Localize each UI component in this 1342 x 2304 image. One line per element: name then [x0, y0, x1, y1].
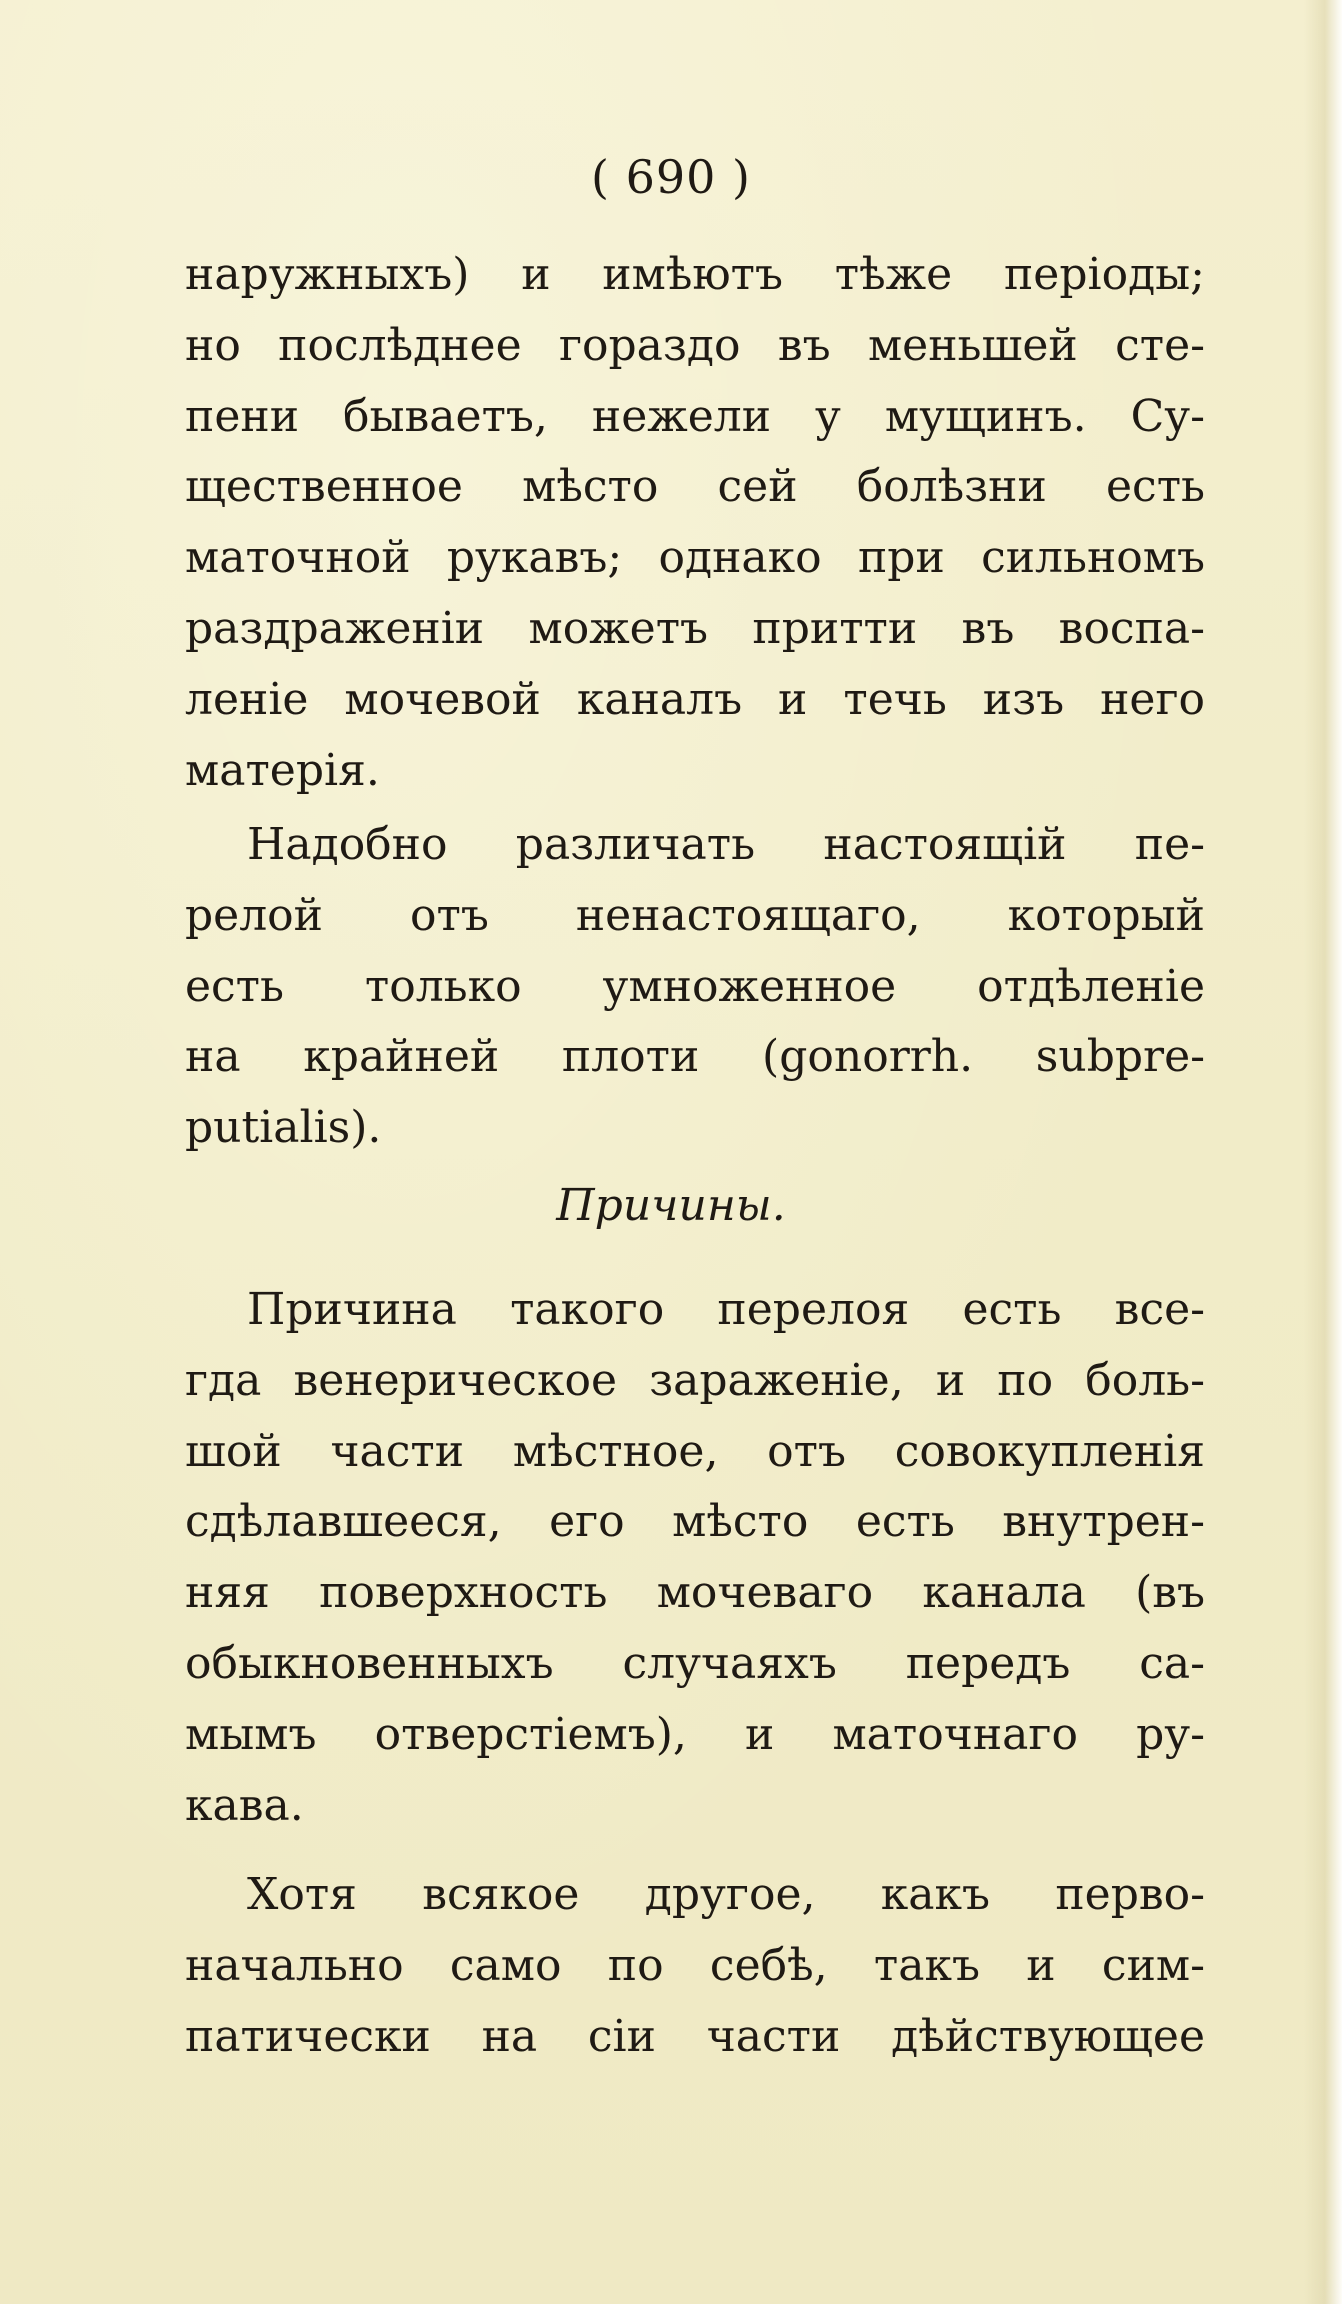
text-line: матерiя.	[185, 744, 380, 796]
text-line: обыкновенныхъ случаяхъ передъ са-	[185, 1637, 1205, 1689]
text-line: раздраженiи можетъ притти въ воспа-	[185, 602, 1205, 654]
text-line: гда венерическое зараженiе, и по боль-	[185, 1354, 1205, 1406]
text-line: патически на сiи части дѣйствующее	[185, 2010, 1205, 2062]
text-line: щественное мѣсто сей болѣзни есть	[185, 461, 1205, 513]
text-line: маточной рукавъ; однако при сильномъ	[185, 532, 1205, 584]
text-line: пени бываетъ, нежели у мущинъ. Су-	[185, 390, 1205, 442]
text-line: кава.	[185, 1779, 304, 1831]
page-number: ( 690 )	[591, 150, 751, 204]
paragraph-although	[185, 1860, 1205, 2072]
section-heading: Причины.	[556, 1180, 786, 1231]
text-line: начально само по себѣ, такъ и сим-	[185, 1939, 1205, 1991]
text-line: но послѣднее гораздо въ меньшей сте-	[185, 319, 1205, 371]
text-line: putialis).	[185, 1102, 382, 1154]
paragraph-continuation	[185, 240, 1205, 806]
text-line: ленiе мочевой каналъ и течь изъ него	[185, 673, 1205, 725]
text-line: на крайней плоти (gonorrh. subpre-	[185, 1031, 1205, 1083]
text-line: наружныхъ) и имѣютъ тѣже перiоды;	[185, 249, 1205, 300]
text-line: есть только умноженное отдѣленiе	[185, 960, 1205, 1012]
page-edge-shadow	[1304, 0, 1342, 2304]
text-line: Причина такого перелоя есть все-	[247, 1284, 1205, 1335]
text-line: Надобно различать настоящiй пе-	[247, 819, 1205, 870]
text-line: Хотя всякое другое, какъ перво-	[247, 1869, 1205, 1920]
text-line: мымъ отверстiемъ), и маточнаго ру-	[185, 1708, 1205, 1760]
text-line: шой части мѣстное, отъ совокупленiя	[185, 1425, 1205, 1477]
paragraph-causes	[185, 1275, 1205, 1841]
text-line: релой отъ ненастоящаго, который	[185, 889, 1205, 941]
paragraph-distinction	[185, 810, 1205, 1164]
text-line: няя поверхность мочеваго канала (въ	[185, 1567, 1205, 1619]
text-line: сдѣлавшееся, его мѣсто есть внутрен-	[185, 1496, 1205, 1548]
